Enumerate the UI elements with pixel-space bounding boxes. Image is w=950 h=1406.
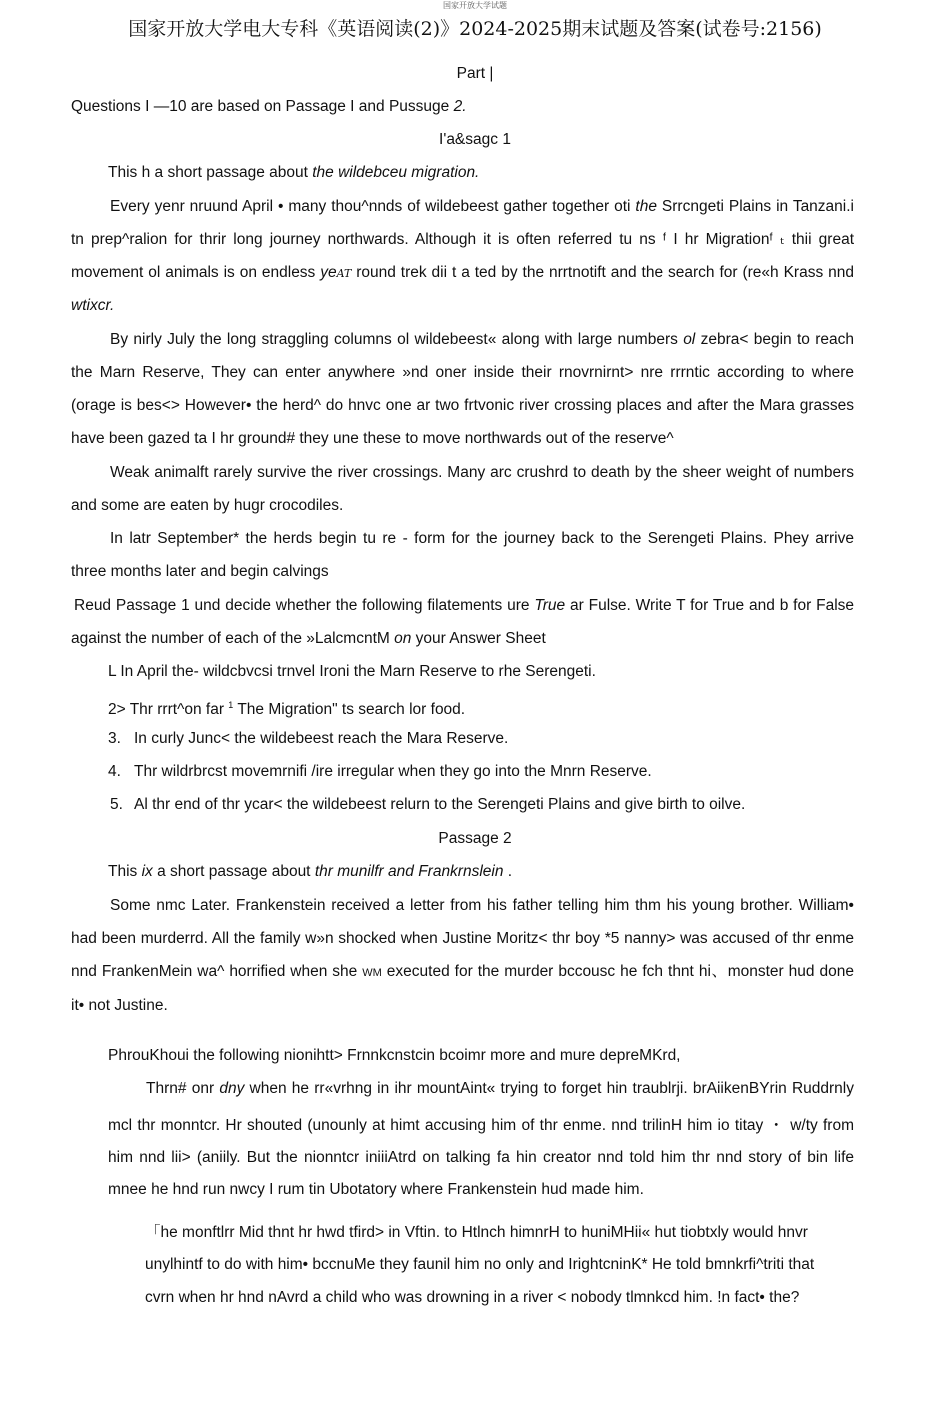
document-title: 国家开放大学电大专科《英语阅读(2)》2024-2025期末试题及答案(试卷号:2156): [128, 18, 822, 40]
passage2-p1-line1: Some nmc Later. Frankenstein received a letter from his father telling him thm his young brother. William•: [110, 897, 854, 914]
statement-1: L In April the- wildcbvcsi trnvel Ironi the Marn Reserve to rhe Serengeti.: [108, 663, 596, 680]
passage1-p2-line3: (orage is bes<> However• the herd^ do hnvc one ar two frtvonic river crossing places and after the Mara grasses: [71, 397, 854, 414]
running-header: 国家开放大学试题: [443, 1, 507, 10]
passage1-p1-line2: tn prep^ralion for thrir long journey northwards. Although it is often referred tu ns ᶠ I hr Migrationᶠ ₜ thii great: [71, 231, 854, 248]
passage2-p2-line1: PhrouKhoui the following nionihtt> Frnnkcnstcin bcoimr more and mure depreMKrd,: [108, 1047, 681, 1064]
passage1-p4-line2: three months later and begin calvings: [71, 563, 329, 580]
questions-intro: Questions I —10 are based on Passage I and Pussuge 2.: [71, 98, 467, 115]
instructions-line2: against the number of each of the »LalcmcntM on your Answer Sheet: [71, 630, 546, 647]
passage2-p3-line3: him nnd lii> (aniily. But the nionntcr iniiiAtrd on talking fa hin creator nnd told him thr nnd story of bin life: [108, 1149, 854, 1166]
passage2-p3-line1: Thrn# onr dny when he rr«vrhng in ihr mountAint« trying to forget hin traublrji. brAiikenBYrin Ruddrnly: [146, 1080, 854, 1097]
statement-5: 5. Al thr end of thr ycar< the wildebeest relurn to the Serengeti Plains and give birth to oilve.: [110, 796, 746, 813]
passage1-p4-line1: In latr September* the herds begin tu re - form for the journey back to the Serengeti Plains. Phey arrive: [110, 530, 854, 547]
passage1-heading: I'a&sagc 1: [439, 131, 511, 148]
passage2-p3-line2: mcl thr monntcr. Hr shouted (unounly at himt accusing him of thr enme. nnd trilinH him io titay ・ w/ty from: [108, 1117, 854, 1134]
instructions-line1: Reud Passage 1 und decide whether the following filatements ure True ar Fulse. Write T for True and b for False: [74, 597, 854, 614]
passage1-p2-line2: the Marn Reserve, They can enter anywhere »nd oner inside their rnovrnirnt> nre rrrntic according to where: [71, 364, 854, 381]
statement-4: 4. Thr wildrbrcst movemrnifi /ire irregular when they go into the Mnrn Reserve.: [108, 763, 652, 780]
passage2-p4-line2: unylhintf to do with him• bccnuMe they faunil him no only and IrightcninK* He told bmnkrfi^triti that: [145, 1256, 815, 1273]
passage2-intro: This ix a short passage about thr munilfr and Frankrnslein .: [108, 863, 513, 880]
passage2-p3-line4: mnee he hnd run nwcy I rum tin Ubotatory where Frankenstein hud made him.: [108, 1181, 644, 1198]
passage1-p1-line3: movement ol animals is on endless yeAT round trek dii t a ted by the nrrtnotift and the search for (re«h Krass nnd: [71, 264, 854, 281]
passage2-p4-line3: cvrn when hr hnd nAvrd a child who was drowning in a river < nobody tlmnkcd him. !n fact• the?: [145, 1289, 800, 1306]
passage2-p4-line1: 「he monftlrr Mid thnt hr hwd tfird> in Vftin. to Htlnch himnrH to huniMHii« hut tiobtxly would hnvr: [145, 1224, 808, 1241]
passage1-p3-line1: Weak animalft rarely survive the river crossings. Many arc crushrd to death by the sheer weight of numbers: [110, 464, 854, 481]
part-heading: Part |: [456, 65, 494, 82]
statement-3: 3. In curly Junc< the wildebeest reach the Mara Reserve.: [108, 730, 509, 747]
passage1-p2-line1: By nirly July the long straggling columns ol wildebeest« along with large numbers ol zebra< begin to reach: [110, 331, 854, 348]
passage1-intro: This h a short passage about the wildebceu migration.: [108, 164, 480, 181]
passage1-p1-line4: wtixcr.: [71, 297, 115, 314]
passage1-p3-line2: and some are eaten by hugr crocodiles.: [71, 497, 344, 514]
passage2-p1-line3: nnd FrankenMein wa^ horrified when she WM executed for the murder bccousc he fch thnt hi、monster hud done: [71, 963, 854, 980]
passage2-heading: Passage 2: [438, 830, 512, 847]
statement-2: 2> Thr rrrt^on far $^1$ The Migration" ts search lor food.: [108, 700, 466, 719]
passage1-p1-line1: Every yenr nruund April • many thou^nnds of wildebeest gather together oti the Srrcngeti Plains in Tanzani.i: [110, 198, 854, 215]
passage1-p2-line4: have been gazed ta I hr ground# they une these to move northwards out of the reserve^: [71, 430, 674, 447]
passage2-p1-line4: it• not Justine.: [71, 997, 168, 1014]
passage2-p1-line2: had been murderrd. All the family w»n shocked when Justine Moritz< thr boy *5 nanny> was accused of thr enme: [71, 930, 854, 947]
